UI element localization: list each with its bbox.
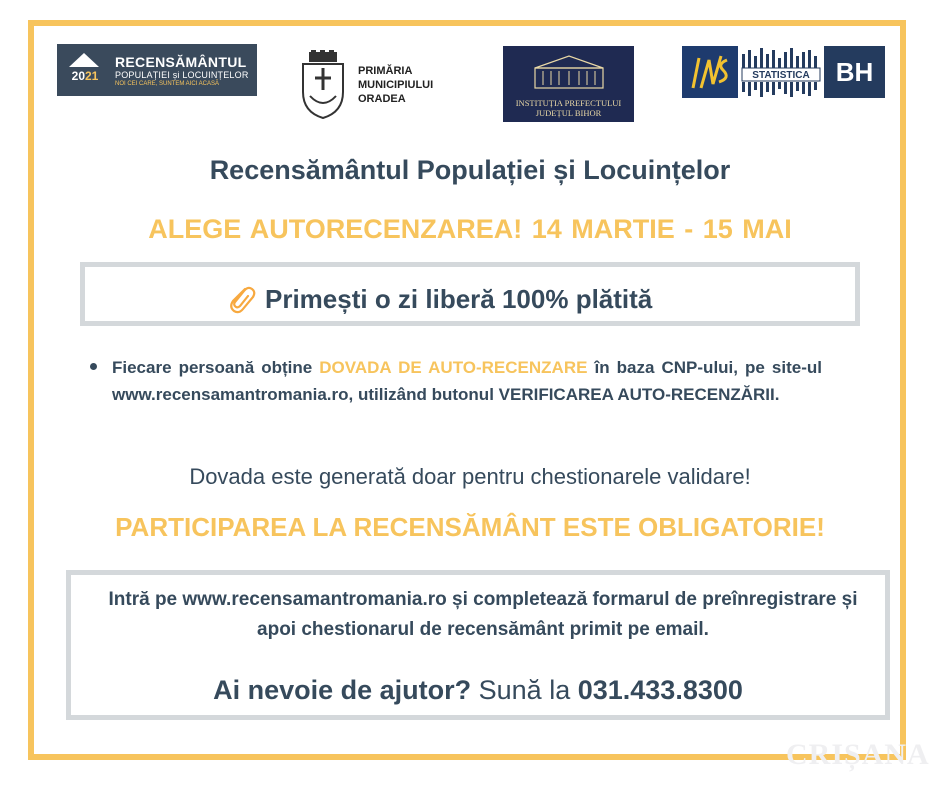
bullet-text-part1: Fiecare persoană obține xyxy=(112,358,320,377)
coat-of-arms-icon xyxy=(300,50,346,120)
recensamant-logo-line3: NOI CEI CARE, SUNTEM AICI ACASĂ xyxy=(115,80,220,87)
prefect-line1: INSTITUȚIA PREFECTULUI xyxy=(515,98,622,108)
primaria-line3: ORADEA xyxy=(358,93,406,105)
info-box xyxy=(66,570,890,720)
subtitle-dates: ALEGE AUTORECENZAREA! 14 MARTIE - 15 MAI xyxy=(148,214,792,244)
prefect-bihor-logo xyxy=(503,46,634,122)
bullet-text-part2: în baza CNP-ului, pe site-ul www.recensamantromania.ro, utilizând butonul VERIFICAREA AUTO-RECENZĂRII. xyxy=(112,358,822,404)
paid-day-callout xyxy=(80,262,860,326)
validation-note: Dovada este generată doar pentru chestionarele validare! xyxy=(189,464,751,489)
statistica-logo xyxy=(738,46,824,98)
statistica-label: STATISTICA xyxy=(752,70,810,81)
help-question: Ai nevoie de ajutor? xyxy=(213,675,472,705)
help-phone: 031.433.8300 xyxy=(577,675,743,705)
callout-text: Primești o zi liberă 100% plătită xyxy=(265,283,653,314)
building-icon xyxy=(531,54,607,90)
bullet-dot-icon xyxy=(90,363,97,370)
prefect-line2: JUDEȚUL BIHOR xyxy=(535,108,602,118)
bullet-highlight: DOVADA DE AUTO-RECENZARE xyxy=(319,358,588,377)
ins-logo xyxy=(682,46,738,98)
info-text: Intră pe www.recensamantromania.ro și completează formarul de preînregistrare și apoi chestionarul de recensământ primit pe email. xyxy=(108,589,858,640)
recensamant-logo-line1: RECENSĂMÂNTUL xyxy=(115,53,247,70)
ins-mark-icon xyxy=(687,52,733,92)
ins-statistica-logo xyxy=(682,46,885,98)
primaria-oradea-logo xyxy=(300,46,470,124)
primaria-line2: MUNICIPIULUI xyxy=(358,79,434,91)
paperclip-icon xyxy=(223,281,259,317)
bh-logo: BH xyxy=(824,46,885,98)
proof-bullet xyxy=(90,354,822,408)
bar-equalizer-icon xyxy=(738,46,824,98)
primaria-line1: PRIMĂRIA xyxy=(358,65,413,77)
mandatory-notice: PARTICIPAREA LA RECENSĂMÂNT ESTE OBLIGATORIE! xyxy=(115,512,825,542)
page-title: Recensământul Populației și Locuințelor xyxy=(209,155,731,185)
recensamant-logo-line2: POPULAȚIEI și LOCUINȚELOR xyxy=(115,69,249,80)
help-call-label: Sună la xyxy=(471,675,578,705)
help-line xyxy=(71,675,885,706)
house-icon: 2021 xyxy=(65,51,105,89)
recensamant-logo xyxy=(57,44,257,96)
watermark: CRIȘANA xyxy=(786,738,930,771)
